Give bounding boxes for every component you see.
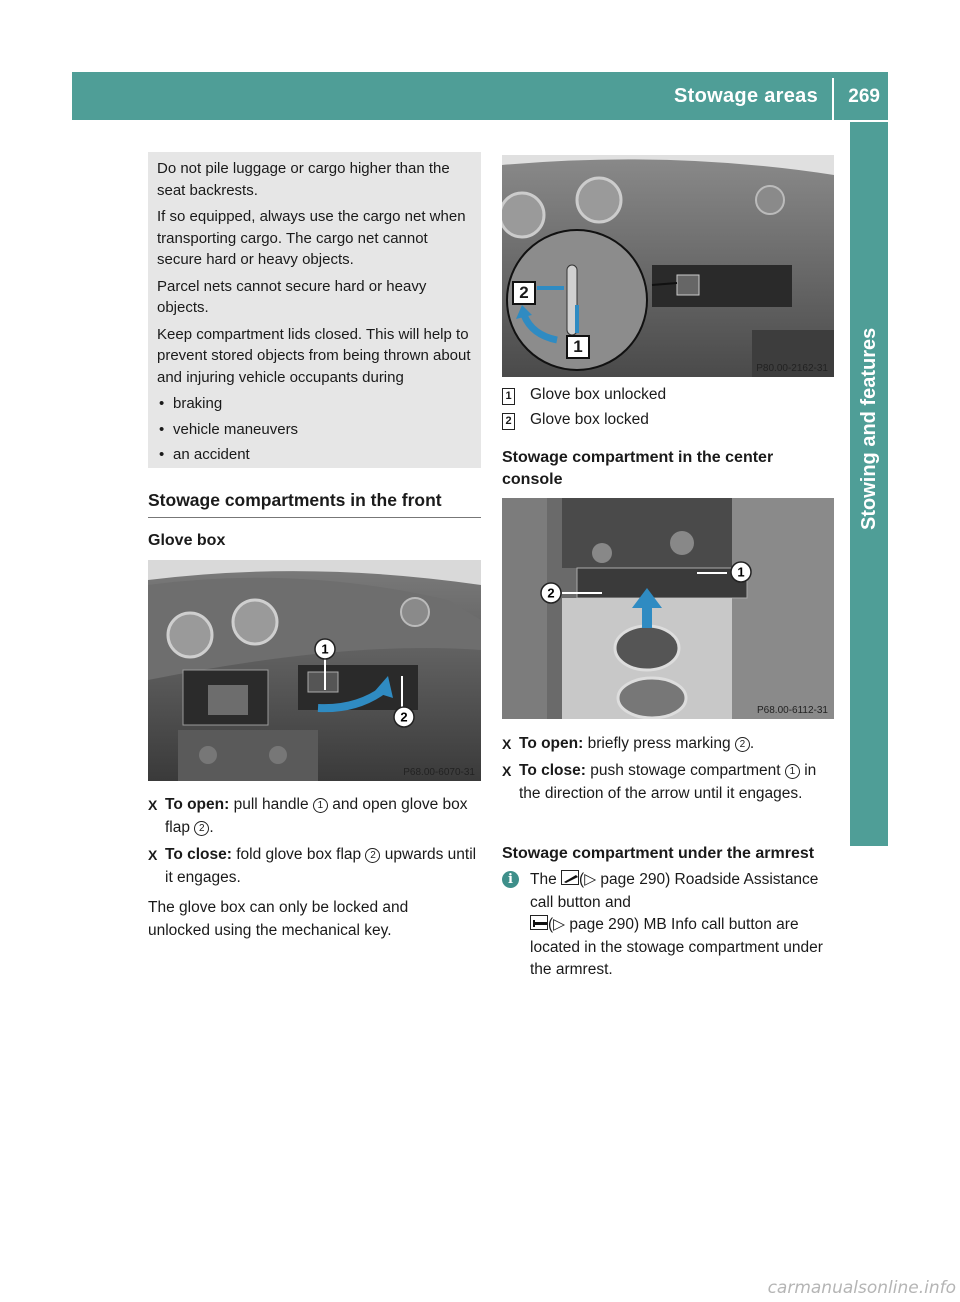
ref-marker: 1 [785, 764, 800, 779]
center-console-heading: Stowage compartment in the center console [502, 449, 774, 488]
legend-item [502, 411, 649, 429]
step-text: push stowage compartment [590, 762, 781, 779]
step-text: fold glove box flap [236, 846, 362, 863]
glove-box-heading: Glove box [148, 532, 226, 549]
callout-2-icon [393, 706, 415, 728]
glove-lock-photo [502, 155, 834, 377]
glove-note: The glove box can only be locked and unlocked using the mechanical key. [148, 899, 409, 939]
legend-item [502, 386, 666, 404]
warning-paragraph: If so equipped, always use the cargo net when transporting cargo. The cargo net cannot secure hard or heavy objects. [157, 208, 466, 268]
legend-text: Glove box unlocked [530, 386, 667, 403]
photo-code: P68.00-6070-31 [403, 767, 475, 778]
chapter-tab-label: Stowing and features [858, 327, 880, 530]
section-heading-front: Stowage compartments in the front [148, 490, 481, 518]
mb-info-call-icon [530, 915, 548, 930]
info-icon: i [502, 871, 519, 888]
svg-text:2: 2 [547, 585, 555, 601]
legend-key: 1 [502, 388, 515, 405]
ref-marker: 2 [735, 737, 750, 752]
photo-code: P80.00-2162-31 [756, 363, 828, 374]
glove-open-step: X To open: pull handle 1 and open glove box flap 2 . [148, 796, 468, 836]
lock-callout-2-icon: 2 [512, 281, 536, 305]
glove-box-photo [148, 560, 481, 781]
step-x-icon: X [148, 797, 158, 813]
glove-close-step [148, 844, 481, 889]
watermark: carmanualsonline.info [767, 1278, 956, 1298]
roadside-assistance-icon [561, 870, 579, 885]
step-text: in the direction of the arrow until it engages. [519, 762, 817, 802]
lock-callout-1-icon: 1 [566, 335, 590, 359]
ref-marker: 2 [194, 821, 209, 836]
step-text: briefly press marking [587, 735, 731, 752]
svg-text:1: 1 [321, 641, 329, 657]
warning-paragraph: Do not pile luggage or cargo higher than the seat backrests. [157, 160, 450, 199]
warning-bullet: • vehicle maneuvers [157, 419, 473, 441]
armrest-info [502, 869, 835, 982]
step-label: To open: [519, 735, 584, 752]
header-bar [72, 72, 888, 120]
step-text: and open glove box flap [165, 796, 468, 836]
info-text: (▷ page 290) MB Info call button are located in the stowage compartment under the armrest. [530, 916, 823, 978]
page-number: 269 [848, 86, 880, 107]
step-x-icon: X [502, 763, 512, 779]
center-console-photo [502, 498, 834, 719]
photo-code: P68.00-6112-31 [757, 705, 828, 716]
warning-bullet: • an accident [157, 444, 473, 466]
step-x-icon: X [502, 736, 512, 752]
warning-paragraph: Keep compartment lids closed. This will help to prevent stored objects from being thrown about and injuring vehicle occupants during [157, 325, 471, 386]
svg-text:2: 2 [400, 709, 408, 725]
legend-key: 2 [502, 413, 515, 430]
warning-box [148, 152, 481, 468]
warning-bullet: • braking [157, 393, 473, 415]
header-divider [832, 78, 834, 120]
step-text: upwards until it engages. [165, 846, 477, 886]
info-text: (▷ page 290) Roadside Assistance call button and [530, 871, 819, 911]
ref-marker: 1 [313, 798, 328, 813]
section-title: Stowage areas [674, 85, 818, 107]
console-open-step: X To open: briefly press marking 2 . [502, 733, 835, 756]
chapter-tab-marker [850, 808, 888, 846]
console-callout-1-icon [730, 561, 752, 583]
svg-text:1: 1 [737, 564, 745, 580]
console-close-step [502, 760, 835, 805]
step-x-icon: X [148, 847, 158, 863]
legend-text: Glove box locked [530, 411, 649, 428]
armrest-heading: Stowage compartment under the armrest [502, 845, 815, 862]
ref-marker: 2 [365, 848, 380, 863]
step-label: To close: [165, 846, 232, 863]
step-label: To close: [519, 762, 586, 779]
console-callout-2-icon [540, 582, 562, 604]
step-text: pull handle [233, 796, 309, 813]
callout-1-icon [314, 638, 336, 660]
step-label: To open: [165, 796, 230, 813]
warning-paragraph: Parcel nets cannot secure hard or heavy objects. [157, 277, 427, 316]
info-text: The [530, 871, 557, 888]
